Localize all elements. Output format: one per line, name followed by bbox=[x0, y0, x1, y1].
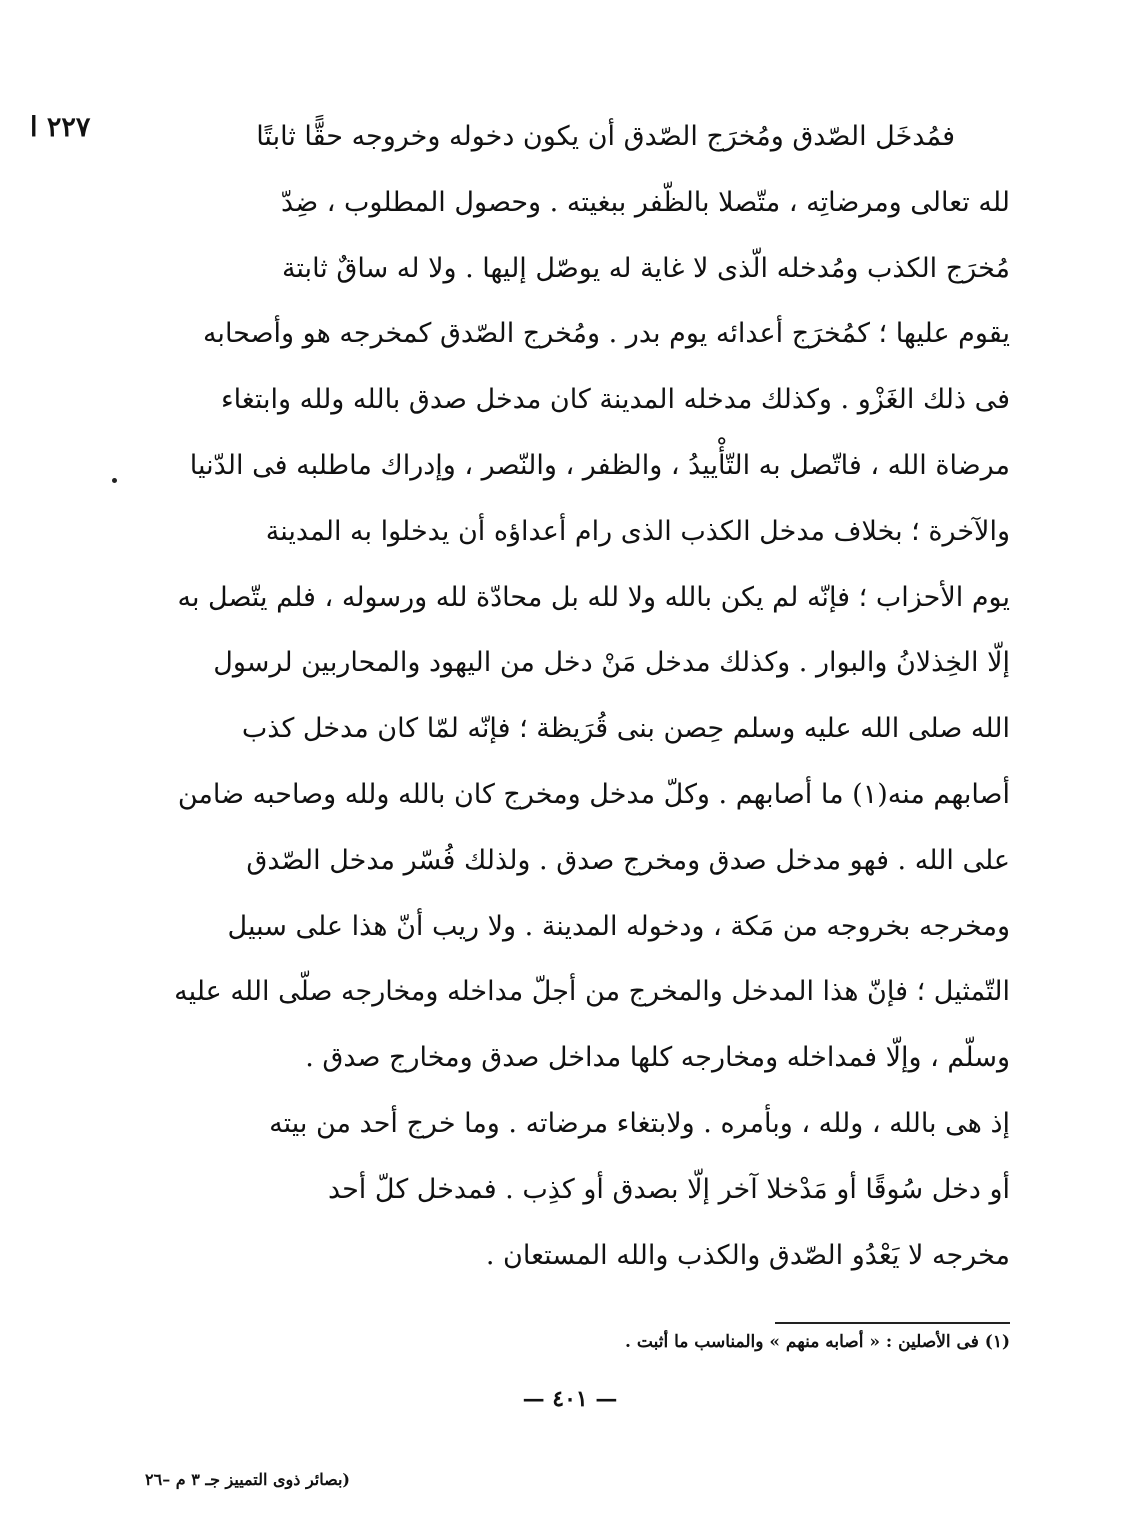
text-line: والآخرة ؛ بخلاف مدخل الكذب الذى رام أعداؤه أن يدخلوا به المدينة bbox=[265, 515, 1010, 547]
book-signature: (بصائر ذوى التمييز جـ ٣ م –٢٦ bbox=[145, 1470, 350, 1489]
stray-mark bbox=[112, 478, 117, 483]
footnote-divider bbox=[775, 1322, 1010, 1324]
text-line: يوم الأحزاب ؛ فإنّه لم يكن بالله ولا لله بل محادّة لله ورسوله ، فلم يتّصل به bbox=[177, 581, 1010, 613]
text-line: مرضاة الله ، فاتّصل به التّأْييدُ ، والظفر ، والنّصر ، وإدراك ماطلبه فى الدّنيا bbox=[189, 449, 1010, 481]
text-line: أو دخل سُوقًا أو مَدْخلا آخر إلّا بصدق أو كذِب . فمدخل كلّ أحد bbox=[327, 1173, 1010, 1205]
page-number: — ٤٠١ — bbox=[522, 1386, 618, 1412]
text-line: إلّا الخِذلانُ والبوار . وكذلك مدخل مَنْ دخل من اليهود والمحاربين لرسول bbox=[213, 647, 1010, 679]
text-line: وسلّم ، وإلّا فمداخله ومخارجه كلها مداخل صدق ومخارج صدق . bbox=[305, 1042, 1010, 1074]
text-line: فى ذلك الغَزْو . وكذلك مدخله المدينة كان مدخل صدق بالله ولله وابتغاء bbox=[220, 384, 1010, 416]
text-line: يقوم عليها ؛ كمُخرَج أعدائه يوم بدر . ومُخرج الصّدق كمخرجه هو وأصحابه bbox=[202, 318, 1010, 350]
marginal-reference: ٢٢٧ ا bbox=[30, 112, 91, 143]
text-line: فمُدخَل الصّدق ومُخرَج الصّدق أن يكون دخوله وخروجه حقًّا ثابتًا bbox=[256, 121, 955, 152]
text-line: لله تعالى ومرضاتِه ، متّصلا بالظّفر ببغيته . وحصول المطلوب ، ضِدّ bbox=[281, 186, 1010, 218]
text-line: مُخرَج الكذب ومُدخله الّذى لا غاية له يوصّل إليها . ولا له ساقٌ ثابتة bbox=[281, 252, 1010, 284]
text-line: مخرجه لا يَعْدُو الصّدق والكذب والله المستعان . bbox=[485, 1239, 1010, 1271]
text-line: ومخرجه بخروجه من مَكة ، ودخوله المدينة . ولا ريب أنّ هذا على سبيل bbox=[227, 910, 1010, 942]
text-line: إذ هى بالله ، ولله ، وبأمره . ولابتغاء مرضاته . وما خرج أحد من بيته bbox=[269, 1107, 1010, 1139]
footnote: (١) فى الأصلين : « أصابه منهم » والمناسب ما أثبت . bbox=[625, 1332, 1010, 1352]
text-line: التّمثيل ؛ فإنّ هذا المدخل والمخرج من أجلّ مداخله ومخارجه صلّى الله عليه bbox=[174, 976, 1010, 1008]
main-text-block bbox=[130, 104, 1010, 1288]
text-line: على الله . فهو مدخل صدق ومخرج صدق . ولذلك فُسّر مدخل الصّدق bbox=[246, 844, 1010, 876]
text-line: الله صلى الله عليه وسلم حِصن بنى قُرَيظة ؛ فإنّه لمّا كان مدخل كذب bbox=[241, 713, 1010, 745]
text-line: أصابهم منه(١) ما أصابهم . وكلّ مدخل ومخرج كان بالله ولله وصاحبه ضامن bbox=[177, 778, 1010, 810]
